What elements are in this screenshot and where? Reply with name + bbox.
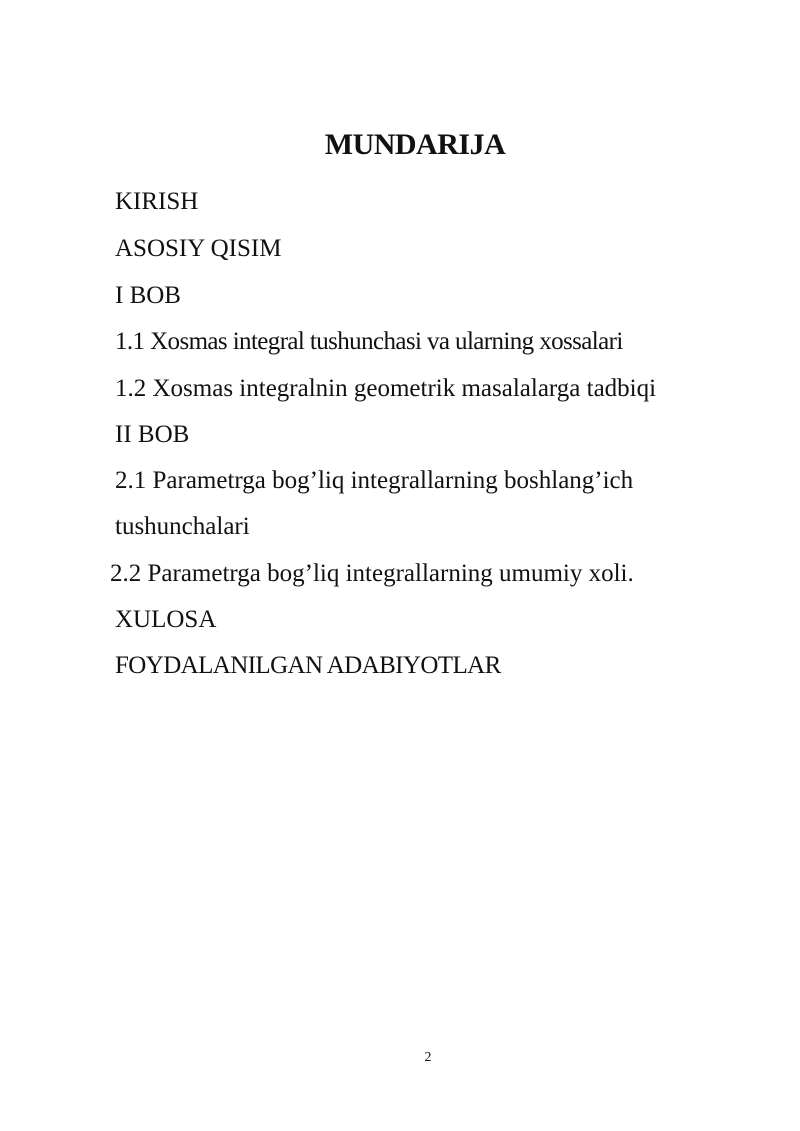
toc-item-section-1-1: 1.1 Xosmas integral tushunchasi va ularning xossalari [115,328,623,355]
toc-item-chapter-2: II BOB [115,421,190,448]
toc-item-references: FOYDALANILGAN ADABIYOTLAR [115,652,501,679]
toc-item-section-2-2: 2.2 Parametrga bog’liq integrallarning umumiy xoli. [110,560,634,587]
toc-item-main-part: ASOSIY QISIM [115,235,282,262]
toc-item-section-1-2: 1.2 Xosmas integralnin geometrik masalalarga tadbiqi [115,375,657,402]
toc-item-conclusion: XULOSA [115,606,217,633]
toc-item-section-2-1-line-2: tushunchalari [115,513,250,540]
toc-item-intro: KIRISH [115,188,199,215]
toc-item-chapter-1: I BOB [115,282,181,309]
page-title: MUNDARIJA [324,128,506,161]
toc-item-section-2-1-line-1: 2.1 Parametrga bog’liq integrallarning boshlang’ich [115,467,634,494]
page-number: 2 [424,1050,432,1065]
